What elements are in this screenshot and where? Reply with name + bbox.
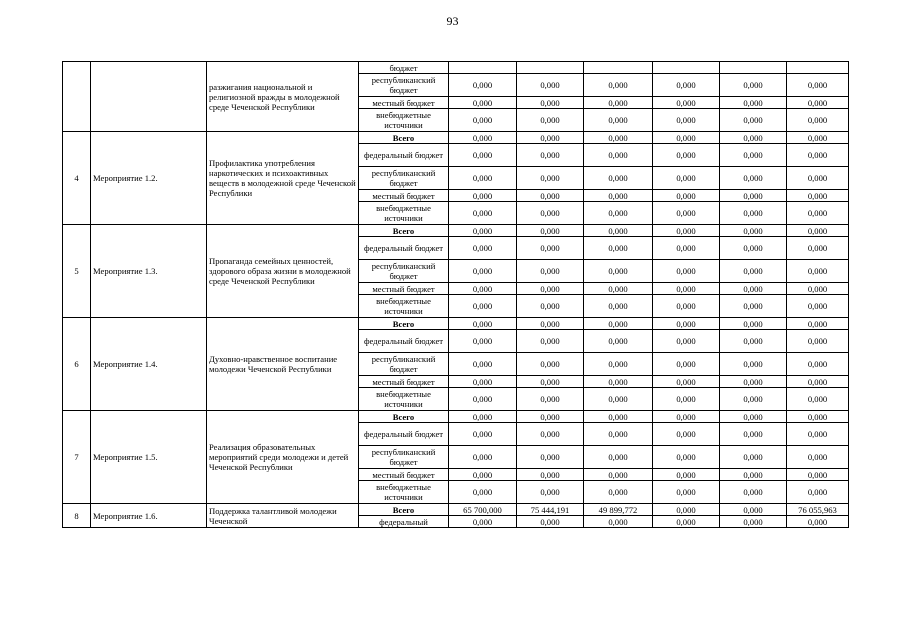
amount-cell: 0,000 <box>584 295 653 318</box>
amount-cell: 0,000 <box>449 283 517 295</box>
amount-cell: 0,000 <box>720 411 787 423</box>
amount-cell: 0,000 <box>517 74 584 97</box>
amount-cell <box>517 62 584 74</box>
amount-cell: 0,000 <box>517 423 584 446</box>
amount-cell: 0,000 <box>449 167 517 190</box>
event-description-cell: разжигания национальной и религиозной вражды в молодежной среде Чеченской Республики <box>207 62 359 132</box>
funding-source-cell: федеральный бюджет <box>359 144 449 167</box>
event-name-cell: Мероприятие 1.4. <box>91 318 207 411</box>
amount-cell: 0,000 <box>653 446 720 469</box>
amount-cell: 0,000 <box>584 190 653 202</box>
amount-cell: 0,000 <box>787 295 849 318</box>
event-name-cell: Мероприятие 1.2. <box>91 132 207 225</box>
funding-source-cell: внебюджетные источники <box>359 388 449 411</box>
amount-cell: 0,000 <box>720 74 787 97</box>
row-number-cell: 4 <box>63 132 91 225</box>
funding-source-cell: местный бюджет <box>359 376 449 388</box>
table-row <box>63 318 849 330</box>
amount-cell: 0,000 <box>449 353 517 376</box>
amount-cell: 0,000 <box>449 109 517 132</box>
amount-cell: 0,000 <box>653 74 720 97</box>
amount-cell: 0,000 <box>449 469 517 481</box>
amount-cell: 0,000 <box>720 388 787 411</box>
table-row <box>63 411 849 423</box>
amount-cell: 0,000 <box>720 202 787 225</box>
amount-cell: 0,000 <box>787 109 849 132</box>
amount-cell: 0,000 <box>584 318 653 330</box>
amount-cell: 0,000 <box>449 260 517 283</box>
amount-cell: 0,000 <box>787 446 849 469</box>
amount-cell: 0,000 <box>653 225 720 237</box>
funding-source-cell: местный бюджет <box>359 190 449 202</box>
amount-cell: 0,000 <box>787 97 849 109</box>
amount-cell: 0,000 <box>517 446 584 469</box>
amount-cell: 0,000 <box>720 283 787 295</box>
amount-cell: 0,000 <box>584 376 653 388</box>
amount-cell: 0,000 <box>787 225 849 237</box>
funding-source-cell: Всего <box>359 132 449 144</box>
amount-cell: 0,000 <box>517 132 584 144</box>
amount-cell: 49 899,772 <box>584 504 653 516</box>
funding-source-cell: внебюджетные источники <box>359 481 449 504</box>
amount-cell: 0,000 <box>517 411 584 423</box>
funding-source-cell: бюджет <box>359 62 449 74</box>
event-description-cell: Поддержка талантливой молодежи Чеченской <box>207 504 359 528</box>
amount-cell: 0,000 <box>653 318 720 330</box>
amount-cell: 0,000 <box>787 353 849 376</box>
table-row <box>63 132 849 144</box>
amount-cell: 0,000 <box>787 423 849 446</box>
budget-table <box>62 61 849 528</box>
amount-cell: 0,000 <box>720 446 787 469</box>
event-description-cell: Пропаганда семейных ценностей, здорового образа жизни в молодежной среде Чеченской Республики <box>207 225 359 318</box>
funding-source-cell: местный бюджет <box>359 97 449 109</box>
funding-source-cell: Всего <box>359 225 449 237</box>
amount-cell: 0,000 <box>653 144 720 167</box>
amount-cell: 65 700,000 <box>449 504 517 516</box>
row-number-cell <box>63 62 91 132</box>
amount-cell: 0,000 <box>653 295 720 318</box>
amount-cell: 0,000 <box>584 283 653 295</box>
amount-cell: 0,000 <box>517 190 584 202</box>
amount-cell: 0,000 <box>517 318 584 330</box>
amount-cell: 0,000 <box>720 353 787 376</box>
amount-cell: 0,000 <box>653 132 720 144</box>
amount-cell: 0,000 <box>449 74 517 97</box>
amount-cell: 0,000 <box>787 283 849 295</box>
funding-source-cell: внебюджетные источники <box>359 202 449 225</box>
amount-cell: 0,000 <box>517 353 584 376</box>
amount-cell: 0,000 <box>653 376 720 388</box>
amount-cell: 0,000 <box>787 144 849 167</box>
amount-cell <box>787 62 849 74</box>
table-row <box>63 225 849 237</box>
table-row <box>63 504 849 516</box>
amount-cell: 0,000 <box>584 481 653 504</box>
amount-cell: 0,000 <box>787 330 849 353</box>
amount-cell: 0,000 <box>517 260 584 283</box>
amount-cell: 0,000 <box>517 295 584 318</box>
amount-cell: 0,000 <box>787 260 849 283</box>
amount-cell: 0,000 <box>584 446 653 469</box>
amount-cell: 0,000 <box>787 167 849 190</box>
amount-cell: 0,000 <box>720 190 787 202</box>
amount-cell: 0,000 <box>720 97 787 109</box>
amount-cell: 0,000 <box>584 97 653 109</box>
amount-cell: 0,000 <box>787 202 849 225</box>
funding-source-cell: Всего <box>359 504 449 516</box>
amount-cell: 0,000 <box>584 353 653 376</box>
amount-cell: 0,000 <box>653 167 720 190</box>
funding-source-cell: республиканский бюджет <box>359 74 449 97</box>
amount-cell: 0,000 <box>449 190 517 202</box>
funding-source-cell: Всего <box>359 411 449 423</box>
amount-cell: 0,000 <box>449 446 517 469</box>
amount-cell: 0,000 <box>449 376 517 388</box>
amount-cell: 0,000 <box>787 411 849 423</box>
amount-cell: 0,000 <box>584 132 653 144</box>
funding-source-cell: Всего <box>359 318 449 330</box>
amount-cell: 0,000 <box>517 330 584 353</box>
amount-cell: 0,000 <box>653 260 720 283</box>
amount-cell: 75 444,191 <box>517 504 584 516</box>
amount-cell: 0,000 <box>584 469 653 481</box>
amount-cell: 0,000 <box>517 237 584 260</box>
row-number-cell: 6 <box>63 318 91 411</box>
amount-cell: 0,000 <box>584 388 653 411</box>
funding-source-cell: республиканский бюджет <box>359 446 449 469</box>
event-name-cell: Мероприятие 1.5. <box>91 411 207 504</box>
row-number-cell: 7 <box>63 411 91 504</box>
funding-source-cell: местный бюджет <box>359 469 449 481</box>
amount-cell: 0,000 <box>449 225 517 237</box>
amount-cell: 0,000 <box>449 97 517 109</box>
amount-cell: 0,000 <box>720 330 787 353</box>
amount-cell: 0,000 <box>517 97 584 109</box>
amount-cell: 0,000 <box>449 202 517 225</box>
amount-cell: 0,000 <box>653 411 720 423</box>
amount-cell: 0,000 <box>449 516 517 528</box>
amount-cell: 0,000 <box>787 388 849 411</box>
funding-source-cell: внебюджетные источники <box>359 109 449 132</box>
amount-cell: 0,000 <box>517 167 584 190</box>
amount-cell: 0,000 <box>653 109 720 132</box>
amount-cell: 0,000 <box>653 481 720 504</box>
funding-source-cell: федеральный бюджет <box>359 423 449 446</box>
event-name-cell: Мероприятие 1.6. <box>91 504 207 528</box>
amount-cell: 0,000 <box>720 423 787 446</box>
amount-cell: 0,000 <box>720 516 787 528</box>
event-description-cell: Профилактика употребления наркотических и психоактивных веществ в молодежной среде Чеченской Республики <box>207 132 359 225</box>
funding-source-cell: республиканский бюджет <box>359 260 449 283</box>
amount-cell: 0,000 <box>517 516 584 528</box>
amount-cell: 0,000 <box>720 295 787 318</box>
amount-cell: 0,000 <box>584 411 653 423</box>
amount-cell: 0,000 <box>517 109 584 132</box>
amount-cell: 0,000 <box>653 190 720 202</box>
event-name-cell: Мероприятие 1.3. <box>91 225 207 318</box>
page-number: 93 <box>446 14 459 28</box>
amount-cell: 0,000 <box>653 97 720 109</box>
amount-cell: 0,000 <box>720 144 787 167</box>
amount-cell: 0,000 <box>517 283 584 295</box>
event-name-cell <box>91 62 207 132</box>
amount-cell: 0,000 <box>720 481 787 504</box>
amount-cell: 0,000 <box>584 516 653 528</box>
amount-cell: 0,000 <box>720 225 787 237</box>
amount-cell: 0,000 <box>584 74 653 97</box>
amount-cell: 0,000 <box>653 330 720 353</box>
amount-cell: 0,000 <box>720 260 787 283</box>
amount-cell: 0,000 <box>787 318 849 330</box>
amount-cell: 0,000 <box>653 388 720 411</box>
amount-cell: 0,000 <box>653 353 720 376</box>
amount-cell: 0,000 <box>653 283 720 295</box>
funding-source-cell: федеральный <box>359 516 449 528</box>
amount-cell: 0,000 <box>584 260 653 283</box>
amount-cell: 0,000 <box>787 132 849 144</box>
amount-cell: 0,000 <box>720 109 787 132</box>
amount-cell: 0,000 <box>787 469 849 481</box>
funding-source-cell: местный бюджет <box>359 283 449 295</box>
amount-cell: 76 055,963 <box>787 504 849 516</box>
funding-source-cell: федеральный бюджет <box>359 330 449 353</box>
amount-cell: 0,000 <box>449 237 517 260</box>
amount-cell <box>720 62 787 74</box>
amount-cell: 0,000 <box>449 318 517 330</box>
amount-cell: 0,000 <box>517 481 584 504</box>
funding-source-cell: республиканский бюджет <box>359 167 449 190</box>
amount-cell: 0,000 <box>787 481 849 504</box>
amount-cell <box>653 62 720 74</box>
amount-cell: 0,000 <box>653 504 720 516</box>
amount-cell: 0,000 <box>653 469 720 481</box>
amount-cell: 0,000 <box>584 167 653 190</box>
amount-cell: 0,000 <box>449 411 517 423</box>
amount-cell: 0,000 <box>517 376 584 388</box>
amount-cell: 0,000 <box>517 469 584 481</box>
amount-cell: 0,000 <box>653 202 720 225</box>
row-number-cell: 8 <box>63 504 91 528</box>
amount-cell: 0,000 <box>449 388 517 411</box>
table-row <box>63 62 849 74</box>
amount-cell: 0,000 <box>720 237 787 260</box>
amount-cell: 0,000 <box>584 225 653 237</box>
amount-cell: 0,000 <box>787 516 849 528</box>
amount-cell: 0,000 <box>653 237 720 260</box>
funding-source-cell: республиканский бюджет <box>359 353 449 376</box>
amount-cell <box>449 62 517 74</box>
amount-cell: 0,000 <box>517 225 584 237</box>
amount-cell: 0,000 <box>787 74 849 97</box>
amount-cell: 0,000 <box>584 423 653 446</box>
amount-cell: 0,000 <box>787 376 849 388</box>
amount-cell: 0,000 <box>720 469 787 481</box>
amount-cell: 0,000 <box>449 423 517 446</box>
event-description-cell: Духовно-нравственное воспитание молодежи Чеченской Республики <box>207 318 359 411</box>
amount-cell: 0,000 <box>720 318 787 330</box>
amount-cell: 0,000 <box>517 388 584 411</box>
amount-cell: 0,000 <box>720 132 787 144</box>
amount-cell: 0,000 <box>720 504 787 516</box>
funding-source-cell: внебюджетные источники <box>359 295 449 318</box>
amount-cell: 0,000 <box>584 330 653 353</box>
amount-cell <box>584 62 653 74</box>
amount-cell: 0,000 <box>787 237 849 260</box>
amount-cell: 0,000 <box>449 144 517 167</box>
amount-cell: 0,000 <box>720 167 787 190</box>
amount-cell: 0,000 <box>653 516 720 528</box>
amount-cell: 0,000 <box>787 190 849 202</box>
amount-cell: 0,000 <box>517 202 584 225</box>
amount-cell: 0,000 <box>584 237 653 260</box>
amount-cell: 0,000 <box>653 423 720 446</box>
amount-cell: 0,000 <box>584 202 653 225</box>
amount-cell: 0,000 <box>449 330 517 353</box>
funding-source-cell: федеральный бюджет <box>359 237 449 260</box>
amount-cell: 0,000 <box>584 109 653 132</box>
amount-cell: 0,000 <box>517 144 584 167</box>
row-number-cell: 5 <box>63 225 91 318</box>
amount-cell: 0,000 <box>720 376 787 388</box>
amount-cell: 0,000 <box>449 481 517 504</box>
amount-cell: 0,000 <box>449 132 517 144</box>
event-description-cell: Реализация образовательных мероприятий среди молодежи и детей Чеченской Республики <box>207 411 359 504</box>
amount-cell: 0,000 <box>584 144 653 167</box>
amount-cell: 0,000 <box>449 295 517 318</box>
